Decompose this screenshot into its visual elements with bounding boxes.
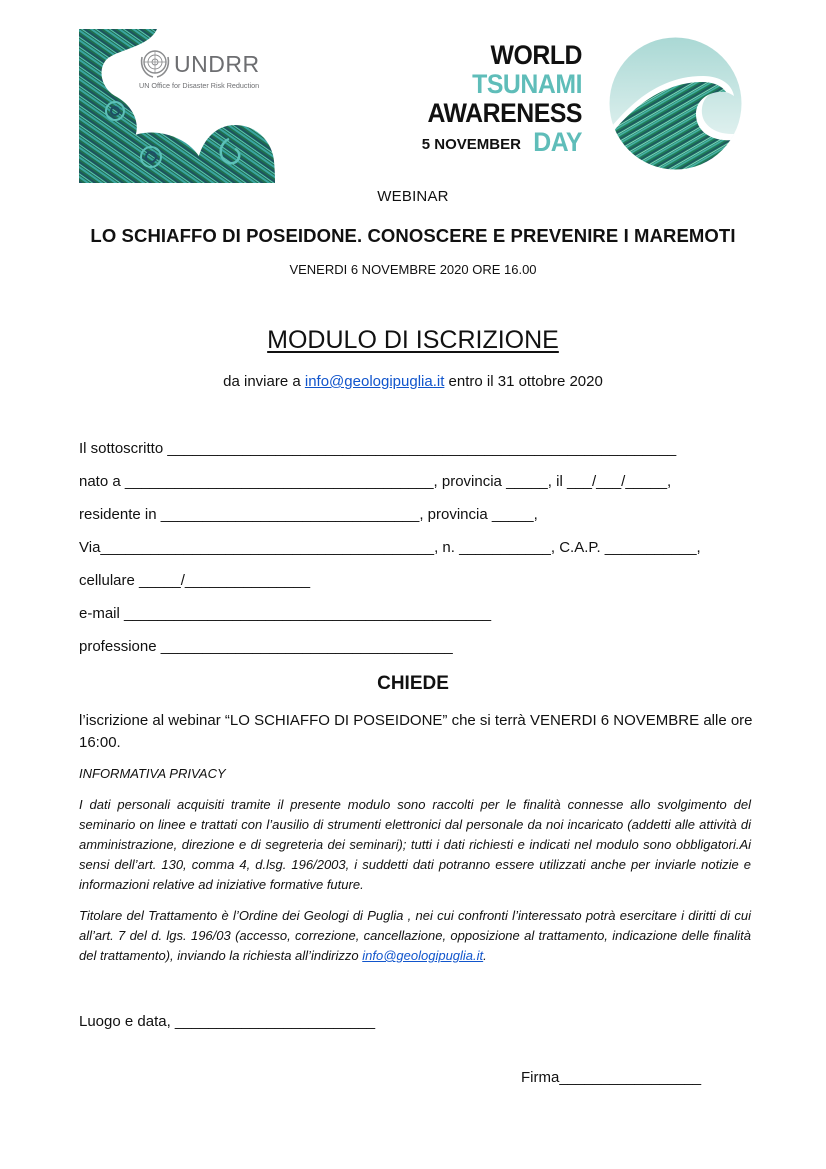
request-text: l’iscrizione al webinar “LO SCHIAFFO DI POSEIDONE” che si terrà VENERDI 6 NOVEMBRE alle ore 16:00. (79, 712, 753, 751)
privacy-email-link[interactable]: info@geologipuglia.it (362, 948, 484, 963)
send-suffix: entro il 31 ottobre 2020 (444, 373, 603, 390)
field-sottoscritto[interactable]: Il sottoscritto _____________________________________________________________ (79, 440, 677, 457)
wtad-wordmark (414, 41, 582, 157)
wtad-date: 5 NOVEMBER (421, 136, 521, 153)
undrr-title: UNDRR (174, 51, 260, 77)
world-tsunami-awareness-day-logo (421, 36, 760, 171)
field-place-date[interactable]: Luogo e data, ________________________ (79, 1013, 376, 1030)
un-emblem-icon (139, 47, 171, 79)
privacy-paragraph-2-end: . (483, 948, 487, 963)
privacy-paragraph-2-text: Titolare del Trattamento è l’Ordine dei Geologi di Puglia , nei cui confronti l’interessato potrà esercitare i diritti di cui all’art. 7 del d. lgs. 196/03 (accesso, correzione, cancellazione, opposizione al trattamento, indicazione delle finalità del trattamento), inviando la richiesta all’indirizzo (79, 908, 751, 963)
field-professione[interactable]: professione ___________________________________ (79, 638, 453, 655)
wave-circle-icon (608, 36, 743, 171)
send-prefix: da inviare a (223, 373, 305, 390)
field-residente-in[interactable]: residente in _______________________________, provincia _____, (79, 506, 538, 523)
undrr-subtitle: UN Office for Disaster Risk Reduction (139, 81, 260, 90)
field-nato-a[interactable]: nato a _____________________________________, provincia _____, il ___/___/_____, (79, 473, 672, 490)
privacy-paragraph-2 (79, 906, 751, 966)
request-heading: CHIEDE (377, 673, 449, 694)
event-title: LO SCHIAFFO DI POSEIDONE. CONOSCERE E PREVENIRE I MAREMOTI (90, 225, 736, 246)
send-email-link[interactable]: info@geologipuglia.it (304, 373, 445, 390)
field-via[interactable]: Via________________________________________, n. ___________, C.A.P. ___________, (79, 539, 701, 556)
field-signature[interactable]: Firma_________________ (521, 1069, 702, 1086)
wtad-last-line (414, 128, 582, 157)
field-email[interactable]: e-mail ____________________________________________ (79, 605, 492, 622)
wtad-line-world: WORLD (490, 40, 582, 70)
wtad-line-day: DAY (533, 127, 582, 157)
field-cellulare[interactable]: cellulare _____/_______________ (79, 572, 311, 589)
form-title: MODULO DI ISCRIZIONE (267, 326, 559, 354)
wtad-line-tsunami: TSUNAMI (472, 69, 582, 99)
privacy-label: INFORMATIVA PRIVACY (79, 766, 226, 781)
wtad-line-awareness: AWARENESS (427, 98, 582, 128)
event-date: VENERDI 6 NOVEMBRE 2020 ORE 16.00 (289, 262, 537, 277)
undrr-logo (79, 29, 275, 183)
send-instructions (0, 373, 826, 390)
privacy-paragraph-1: I dati personali acquisiti tramite il presente modulo sono raccolti per le finalità connesse allo svolgimento del seminario on linee e trattati con l’ausilio di strumenti elettronici dal personale da noi incaricato (addetti alle attività di amministrazione, direzione e di segreteria dei seminari); tutti i dati richiesti e indicati nel modulo sono obbligatori.Ai sensi dell’art. 130, comma 4, d.lsg. 196/2003, i suddetti dati potranno essere utilizzati anche per inviarle notizie e informazioni relative ad iniziative formative future. (79, 797, 751, 892)
webinar-label: WEBINAR (377, 188, 449, 205)
